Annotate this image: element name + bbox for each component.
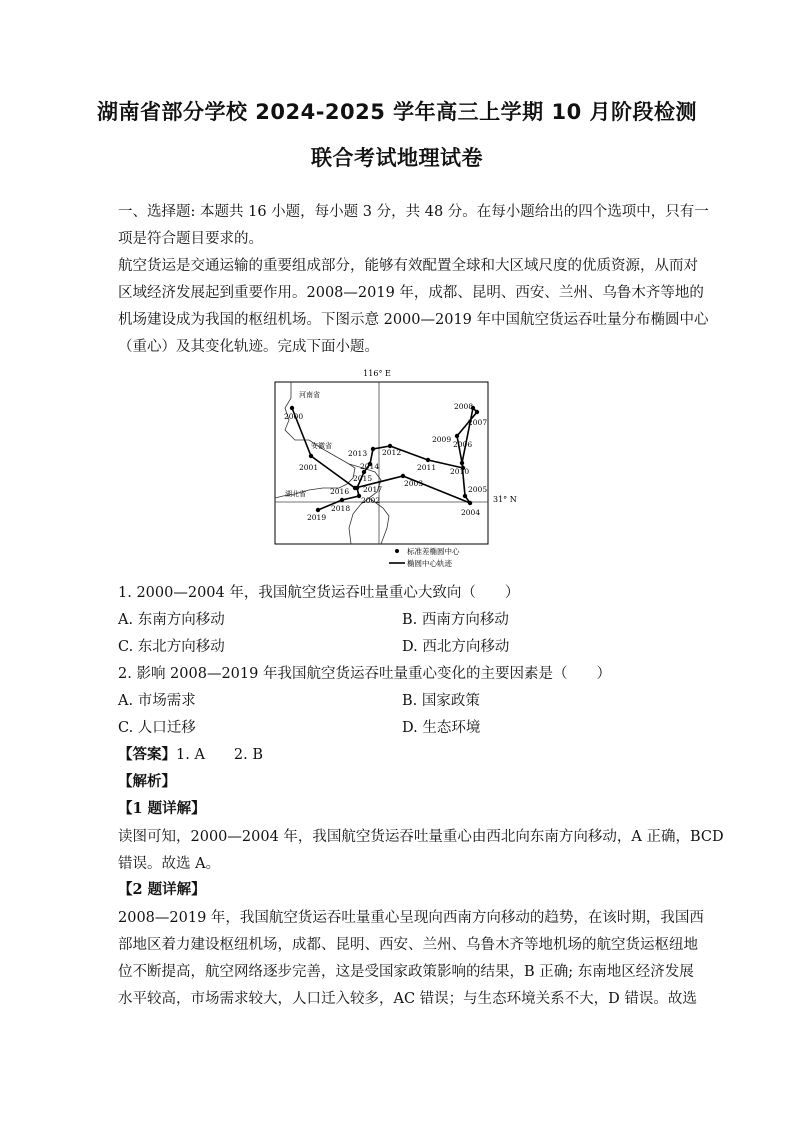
detail-line: 部地区着力建设枢纽机场，成都、昆明、西安、兰州、乌鲁木齐等地机场的航空货运枢纽地 (118, 937, 698, 953)
detail-line: 位不断提高，航空网络逐步完善，这是受国家政策影响的结果，B 正确; 东南地区经济发展 (118, 964, 694, 980)
detail-line: 2008—2019 年，我国航空货运吞吐量重心呈现向西南方向移动的趋势，在该时期，我国西 (118, 910, 704, 926)
q2-option-b: B. 国家政策 (402, 693, 480, 709)
latitude-label: 31° N (493, 495, 517, 504)
q2-option-c: C. 人口迁移 (118, 720, 196, 736)
legend-line-label: 椭圆中心轨迹 (407, 559, 452, 568)
point-2000 (290, 406, 294, 410)
q1-option-c: C. 东北方向移动 (118, 639, 225, 655)
province-label: 河南省 (299, 391, 320, 399)
question-1-stem: 1. 2000—2004 年，我国航空货运吞吐量重心大致向（ ） (118, 585, 520, 601)
answer-text: 1. A 2. B (176, 747, 264, 763)
point-2006 (460, 461, 464, 465)
year-label: 2010 (450, 467, 470, 476)
cargo-center-map (265, 368, 530, 573)
year-label: 2011 (417, 463, 437, 472)
year-label: 2017 (363, 485, 383, 494)
point-2003 (401, 474, 405, 478)
year-label: 2014 (360, 462, 380, 471)
legend-dot-icon (395, 549, 399, 553)
point-2011 (426, 458, 430, 462)
analysis-label: 【解析】 (118, 773, 176, 790)
year-label: 2001 (299, 463, 319, 472)
year-label: 2009 (432, 435, 452, 444)
title-line-2: 联合考试地理试卷 (311, 146, 483, 170)
year-label: 2019 (307, 513, 327, 522)
year-label: 2018 (331, 504, 351, 513)
q1-option-a: A. 东南方向移动 (118, 612, 225, 628)
answer-label: 【答案】 (118, 746, 176, 763)
q2-option-d: D. 生态环境 (402, 720, 481, 736)
year-label: 2007 (468, 418, 488, 427)
point-2001 (309, 454, 313, 458)
province-label: 安徽省 (311, 442, 332, 450)
detail-line: 水平较高，市场需求较大，人口迁入较多，AC 错误；与生态环境关系不大，D 错误。故选 (118, 991, 697, 1007)
question-2-stem: 2. 影响 2008—2019 年我国航空货运吞吐量重心变化的主要因素是（ ） (118, 666, 611, 682)
point-2018 (340, 498, 344, 502)
year-label: 2005 (468, 485, 488, 494)
year-label: 2008 (454, 402, 474, 411)
point-2013 (371, 447, 375, 451)
detail-2-label: 【2 题详解】 (118, 881, 206, 898)
province-border (275, 382, 355, 498)
year-label: 2003 (404, 479, 424, 488)
trajectory-points (290, 406, 479, 512)
year-label: 2013 (348, 449, 368, 458)
longitude-label: 116° E (363, 369, 391, 378)
q1-option-b: B. 西南方向移动 (402, 612, 509, 628)
legend-dot-label: 标准差椭圆中心 (407, 547, 460, 556)
point-2008 (475, 410, 479, 414)
section-line: 一、选择题: 本题共 16 小题，每小题 3 分，共 48 分。在每小题给出的四个选项中，只有一 (118, 204, 709, 220)
detail-line: 读图可知，2000—2004 年，我国航空货运吞吐量重心由西北向东南方向移动，A 正确，BCD (118, 829, 724, 845)
trajectory-line (292, 408, 477, 510)
province-label: 湖北省 (285, 490, 306, 498)
year-label: 2002 (361, 496, 381, 505)
point-2009 (455, 434, 459, 438)
stem-line: 区域经济发展起到重要作用。2008—2019 年，成都、昆明、西安、兰州、乌鲁木齐等地的 (118, 285, 704, 301)
point-2005 (463, 494, 467, 498)
detail-line: 错误。故选 A。 (118, 856, 221, 872)
point-2016 (355, 486, 359, 490)
year-label: 2016 (330, 487, 350, 496)
q1-option-d: D. 西北方向移动 (402, 639, 510, 655)
stem-line: 航空货运是交通运输的重要组成部分，能够有效配置全球和大区域尺度的优质资源，从而对 (118, 258, 698, 274)
detail-1-label: 【1 题详解】 (118, 800, 206, 817)
point-2004 (468, 501, 472, 505)
detail-2-text (118, 905, 704, 1013)
stem-line: 机场建设成为我国的枢纽机场。下图示意 2000—2019 年中国航空货运吞吐量分布椭圆中心 (118, 312, 709, 328)
year-label: 2000 (284, 412, 304, 421)
detail-1-text (118, 824, 724, 878)
stem-line: （重心）及其变化轨迹。完成下面小题。 (118, 339, 379, 355)
title-line-1: 湖南省部分学校 2024-2025 学年高三上学期 10 月阶段检测 (96, 100, 698, 124)
year-label: 2004 (461, 508, 481, 517)
point-2019 (316, 508, 320, 512)
answer-line (118, 743, 263, 764)
year-label: 2006 (453, 440, 473, 449)
q2-option-a: A. 市场需求 (118, 693, 196, 709)
section-line: 项是符合题目要求的。 (118, 231, 263, 247)
year-label: 2012 (382, 448, 402, 457)
section-intro (118, 199, 709, 361)
year-label: 2015 (353, 474, 373, 483)
